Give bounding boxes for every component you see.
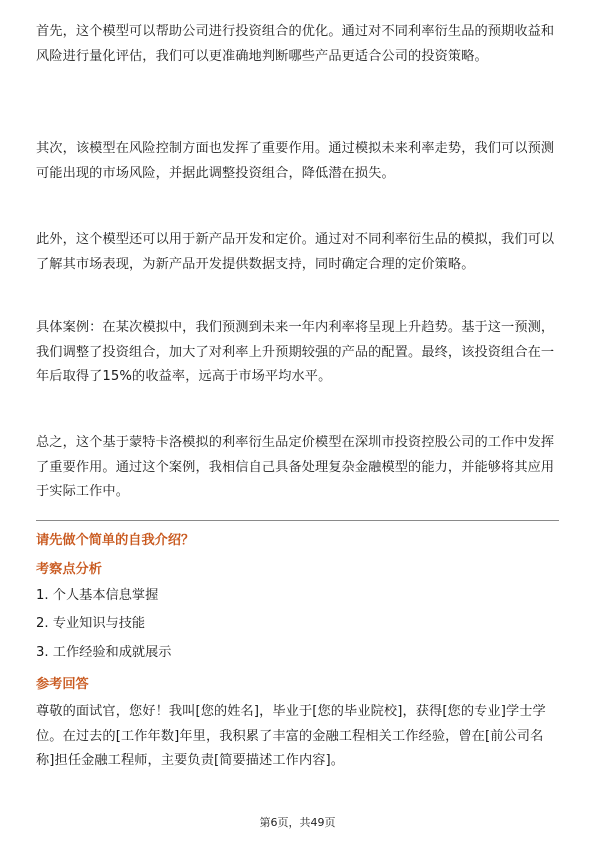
- paragraph-new-product: 此外，这个模型还可以用于新产品开发和定价。通过对不同利率衍生品的模拟，我们可以了解其市场表现，为新产品开发提供数据支持，同时确定合理的定价策略。: [36, 232, 555, 272]
- answer-paragraph: 尊敬的面试官，您好！我叫[您的姓名]，毕业于[您的毕业院校]，获得[您的专业]学士学位。在过去的[工作年数]年里，我积累了丰富的金融工程相关工作经验，曾在[前公司名称]担任金融工程师，主要负责[简要描述工作内容]。: [36, 704, 546, 768]
- analysis-item: 2. 专业知识与技能: [36, 616, 146, 631]
- paragraph-risk-control: 其次，该模型在风险控制方面也发挥了重要作用。通过模拟未来利率走势，我们可以预测可能出现的市场风险，并据此调整投资组合，降低潜在损失。: [36, 141, 555, 181]
- analysis-item: 3. 工作经验和成就展示: [36, 645, 172, 660]
- paragraph-optimization: 首先，这个模型可以帮助公司进行投资组合的优化。通过对不同利率衍生品的预期收益和风险进行量化评估，我们可以更准确地判断哪些产品更适合公司的投资策略。: [36, 24, 555, 64]
- paragraph-case: 具体案例：在某次模拟中，我们预测到未来一年内利率将呈现上升趋势。基于这一预测，我们调整了投资组合，加大了对利率上升预期较强的产品的配置。最终，该投资组合在一年后取得了15%的收益率，远高于市场平均水平。: [36, 320, 555, 384]
- answer-heading: 参考回答: [36, 677, 89, 692]
- interview-question: 请先做个简单的自我介绍？: [36, 533, 195, 548]
- analysis-heading: 考察点分析: [36, 562, 102, 577]
- section-divider: [36, 520, 559, 521]
- paragraph-summary: 总之，这个基于蒙特卡洛模拟的利率衍生品定价模型在深圳市投资控股公司的工作中发挥了重要作用。通过这个案例，我相信自己具备处理复杂金融模型的能力，并能够将其应用于实际工作中。: [36, 435, 555, 499]
- page-footer: 第6页，共49页: [259, 816, 336, 829]
- analysis-item: 1. 个人基本信息掌握: [36, 588, 159, 603]
